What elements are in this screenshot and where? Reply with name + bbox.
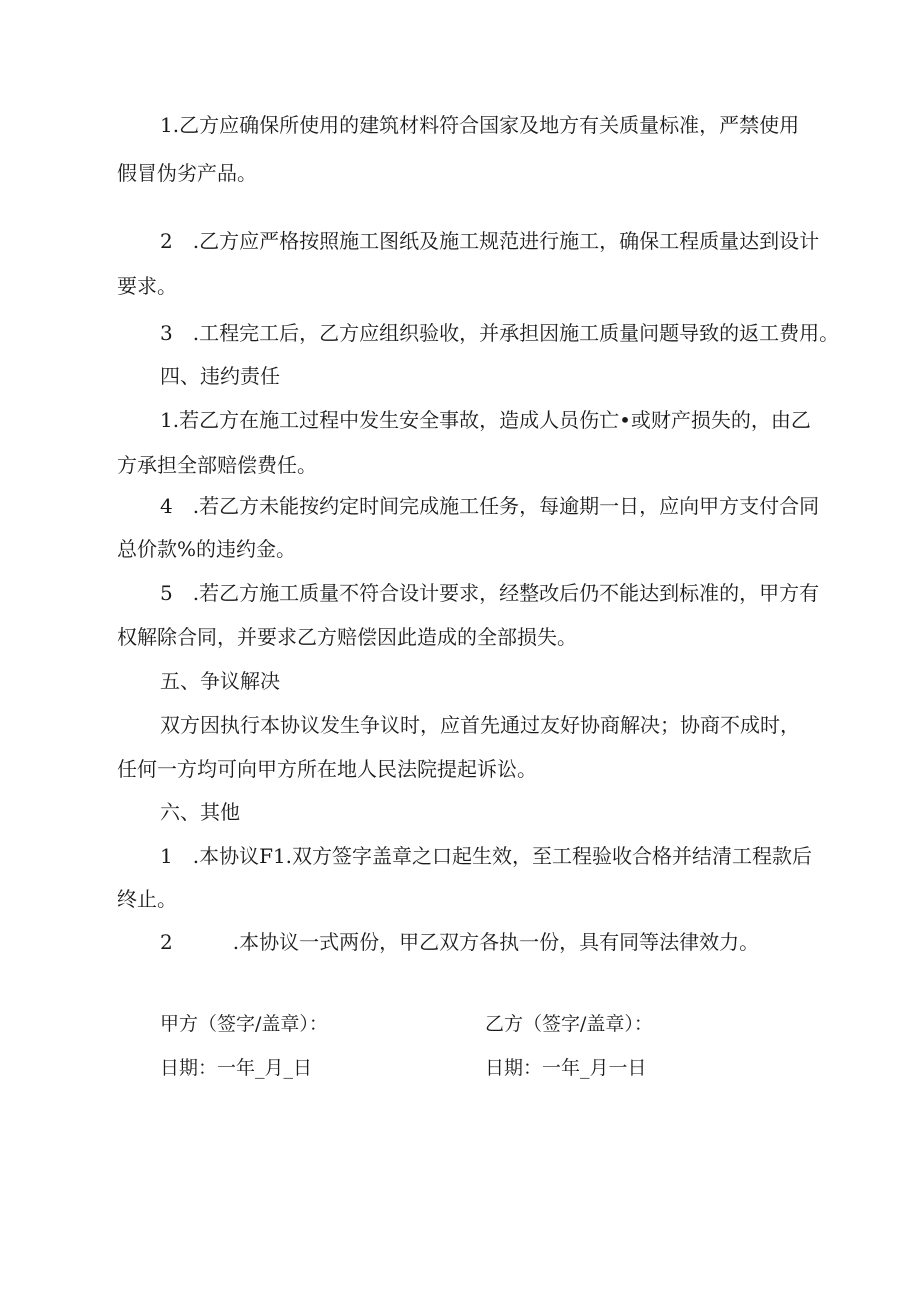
liability-4-line-1: 4 .若乙方未能按约定时间完成施工任务，每逾期一日，应向甲方支付合同 — [160, 494, 820, 518]
liability-4-line-2: 总价款%的违约金。 — [117, 537, 297, 561]
clause-1-line-2: 假冒伪劣产品。 — [117, 161, 257, 185]
dispute-line-2: 任何一方均可向甲方所在地人民法院提起诉讼。 — [117, 757, 537, 781]
party-b-date: 日期：一年_月一日 — [485, 1057, 647, 1079]
other-1-line-2: 终止。 — [117, 887, 177, 911]
liability-1-line-1: 1.若乙方在施工过程中发生安全事故，造成人员伤亡•或财产损失的，由乙 — [160, 408, 811, 432]
liability-5-line-1: 5 .若乙方施工质量不符合设计要求，经整改后仍不能达到标准的，甲方有 — [160, 581, 820, 605]
clause-3-line-1: 3 .工程完工后，乙方应组织验收，并承担因施工质量问题导致的返工费用。 — [160, 321, 840, 345]
clause-2-line-2: 要求。 — [117, 274, 177, 298]
clause-1-line-1: 1.乙方应确保所使用的建筑材料符合国家及地方有关质量标准，严禁使用 — [160, 113, 800, 137]
section-heading-5: 五、争议解决 — [160, 669, 280, 693]
clause-2-line-1: 2 .乙方应严格按照施工图纸及施工规范进行施工，确保工程质量达到设计 — [160, 229, 820, 253]
section-heading-6: 六、其他 — [160, 800, 240, 824]
other-2-line-1: 2 .本协议一式两份，甲乙双方各执一份，具有同等法律效力。 — [160, 930, 760, 954]
party-a-signature-label: 甲方（签字/盖章）： — [160, 1013, 328, 1035]
liability-5-line-2: 权解除合同，并要求乙方赔偿因此造成的全部损失。 — [117, 625, 577, 649]
party-a-date: 日期：一年_月_日 — [160, 1057, 313, 1079]
section-heading-4: 四、违约责任 — [160, 364, 280, 388]
other-1-line-1: 1 .本协议F1.双方签字盖章之口起生效，至工程验收合格并结清工程款后 — [160, 844, 813, 868]
dispute-line-1: 双方因执行本协议发生争议时，应首先通过友好协商解决；协商不成时， — [160, 713, 800, 737]
liability-1-line-2: 方承担全部赔偿费任。 — [117, 453, 317, 477]
party-b-signature-label: 乙方（签字/盖章）： — [485, 1013, 653, 1035]
